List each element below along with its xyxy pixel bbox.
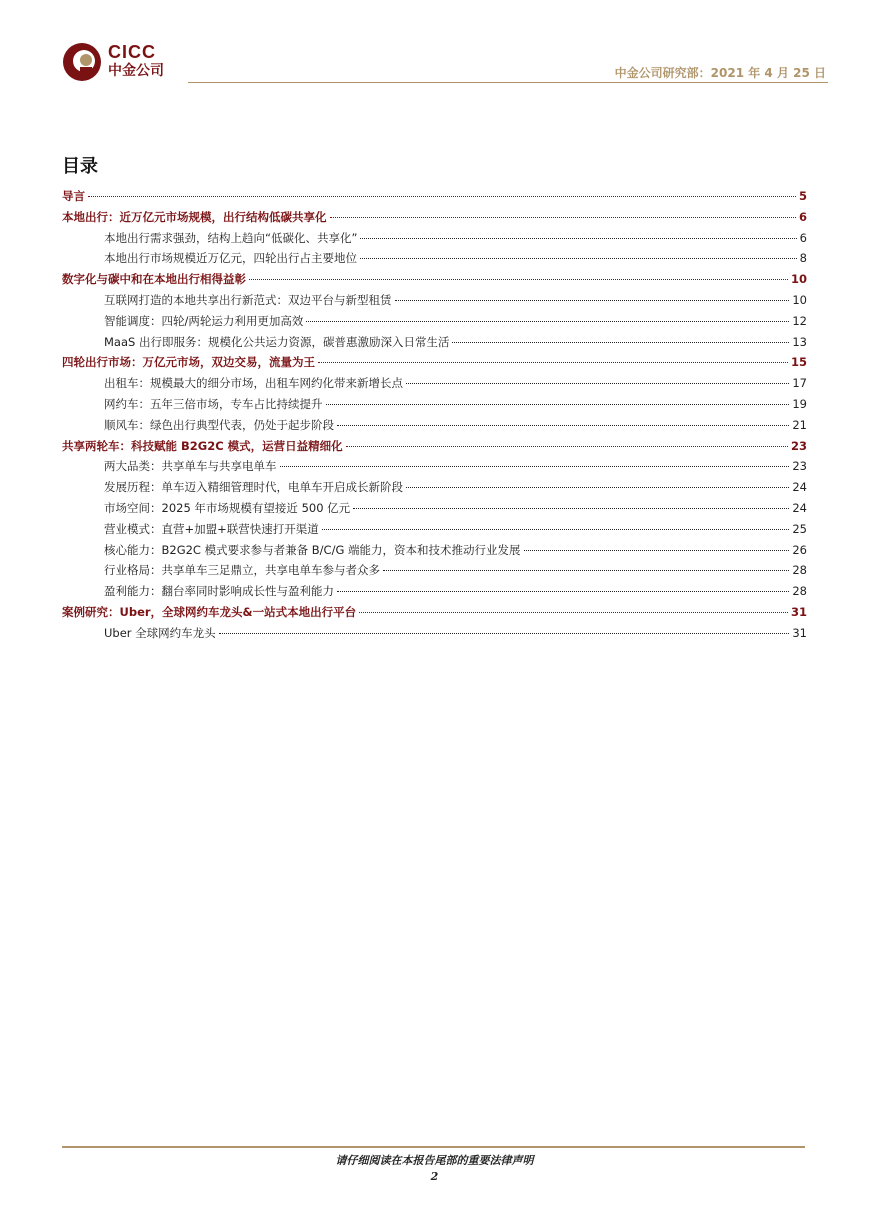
toc-subsection[interactable] xyxy=(62,415,807,436)
toc-entry-label: 盈利能力：翻台率同时影响成长性与盈利能力 xyxy=(104,584,334,599)
toc-subsection[interactable] xyxy=(62,228,807,249)
toc-entry-page: 8 xyxy=(799,251,807,266)
toc-entry-label: 数字化与碳中和在本地出行相得益彰 xyxy=(62,272,246,287)
toc-entry-page: 21 xyxy=(792,417,807,432)
toc-entry-label: 行业格局：共享单车三足鼎立，共享电单车参与者众多 xyxy=(104,563,380,578)
toc-entry-page: 28 xyxy=(792,563,807,578)
toc-dot-leader xyxy=(326,404,790,405)
toc-subsection[interactable] xyxy=(62,540,807,561)
toc-entry-label: MaaS 出行即服务：规模化公共运力资源，碳普惠激励深入日常生活 xyxy=(104,334,450,349)
header-date: 中金公司研究部：2021 年 4 月 25 日 xyxy=(614,66,826,80)
toc-subsection[interactable] xyxy=(62,290,807,311)
toc-entry-page: 26 xyxy=(792,542,807,557)
toc-entry-page: 24 xyxy=(792,480,807,495)
toc-entry-page: 13 xyxy=(792,334,807,349)
header-divider xyxy=(188,82,828,83)
toc-dot-leader xyxy=(346,446,788,447)
toc-entry-label: 发展历程：单车迈入精细管理时代，电单车开启成长新阶段 xyxy=(104,480,403,495)
toc-title: 目录 xyxy=(62,156,98,177)
toc-subsection[interactable] xyxy=(62,248,807,269)
toc-section[interactable] xyxy=(62,352,807,373)
toc-section[interactable] xyxy=(62,269,807,290)
toc-entry-label: 导言 xyxy=(62,189,85,203)
toc-subsection[interactable] xyxy=(62,560,807,581)
toc-entry-page: 28 xyxy=(792,584,807,599)
toc-section[interactable] xyxy=(62,207,807,228)
toc-entry-label: 顺风车：绿色出行典型代表，仍处于起步阶段 xyxy=(104,417,334,432)
toc-entry-label: 出租车：规模最大的细分市场，出租车网约化带来新增长点 xyxy=(104,376,403,391)
legal-notice: 请仔细阅读在本报告尾部的重要法律声明 xyxy=(335,1154,534,1167)
toc-entry-page: 10 xyxy=(790,272,807,287)
toc-dot-leader xyxy=(322,529,790,530)
toc-subsection[interactable] xyxy=(62,373,807,394)
toc-entry-label: 本地出行：近万亿元市场规模，出行结构低碳共享化 xyxy=(62,209,327,224)
toc-entry-label: 四轮出行市场：万亿元市场，双边交易，流量为王 xyxy=(62,355,315,370)
toc-dot-leader xyxy=(395,300,790,301)
toc-dot-leader xyxy=(249,279,788,280)
toc-entry-page: 25 xyxy=(792,521,807,536)
toc-dot-leader xyxy=(219,633,790,634)
toc-entry-page: 17 xyxy=(792,376,807,391)
toc-entry-label: 两大品类：共享单车与共享电单车 xyxy=(104,459,277,474)
toc-entry-label: 本地出行需求强劲，结构上趋向“低碳化、共享化” xyxy=(104,230,358,245)
toc-subsection[interactable] xyxy=(62,519,807,540)
toc-entry-label: 网约车：五年三倍市场，专车占比持续提升 xyxy=(104,396,323,411)
toc-entry-label: 共享两轮车：科技赋能 B2G2C 模式，运营日益精细化 xyxy=(62,438,343,453)
toc-dot-leader xyxy=(452,342,789,343)
toc-entry-label: 案例研究：Uber，全球网约车龙头&一站式本地出行平台 xyxy=(62,604,357,619)
toc-subsection[interactable] xyxy=(62,394,807,415)
toc-subsection[interactable] xyxy=(62,498,807,519)
toc-entry-page: 31 xyxy=(792,625,807,640)
toc-entry-page: 6 xyxy=(798,209,807,224)
toc-dot-leader xyxy=(280,466,790,467)
cicc-emblem-icon xyxy=(62,42,102,82)
toc-entry-label: 营业模式：直营+加盟+联营快速打开渠道 xyxy=(104,521,319,536)
toc-dot-leader xyxy=(360,238,796,239)
toc-entry-label: 本地出行市场规模近万亿元，四轮出行占主要地位 xyxy=(104,251,357,266)
toc-entry-page: 23 xyxy=(792,459,807,474)
toc-section[interactable] xyxy=(62,186,807,207)
toc-subsection[interactable] xyxy=(62,623,807,644)
toc-entry-label: 核心能力：B2G2C 模式要求参与者兼备 B/C/G 端能力，资本和技术推动行业发展 xyxy=(104,542,521,557)
toc-dot-leader xyxy=(88,196,796,197)
toc-entry-page: 5 xyxy=(798,189,807,203)
toc-dot-leader xyxy=(318,362,788,363)
toc-dot-leader xyxy=(337,591,789,592)
logo-text-cn: 中金公司 xyxy=(108,63,164,79)
toc-entry-page: 31 xyxy=(790,604,807,619)
toc-dot-leader xyxy=(359,612,788,613)
toc-dot-leader xyxy=(383,570,789,571)
toc-subsection[interactable] xyxy=(62,332,807,353)
toc-entry-label: 市场空间：2025 年市场规模有望接近 500 亿元 xyxy=(104,500,351,515)
toc-section[interactable] xyxy=(62,436,807,457)
table-of-contents xyxy=(62,186,807,644)
toc-entry-page: 12 xyxy=(792,313,807,328)
toc-entry-page: 19 xyxy=(792,396,807,411)
cicc-logo xyxy=(62,40,192,84)
toc-entry-label: 互联网打造的本地共享出行新范式：双边平台与新型租赁 xyxy=(104,292,392,307)
toc-dot-leader xyxy=(353,508,789,509)
toc-subsection[interactable] xyxy=(62,456,807,477)
toc-entry-page: 24 xyxy=(792,500,807,515)
page-number: 2 xyxy=(430,1170,439,1183)
toc-entry-page: 10 xyxy=(792,292,807,307)
toc-dot-leader xyxy=(406,383,789,384)
toc-section[interactable] xyxy=(62,602,807,623)
toc-entry-label: 智能调度：四轮/两轮运力利用更加高效 xyxy=(104,313,304,328)
toc-entry-page: 6 xyxy=(799,230,807,245)
toc-dot-leader xyxy=(360,258,797,259)
toc-subsection[interactable] xyxy=(62,477,807,498)
logo-text-en: CICC xyxy=(108,42,156,62)
toc-dot-leader xyxy=(406,487,789,488)
toc-subsection[interactable] xyxy=(62,581,807,602)
toc-dot-leader xyxy=(337,425,789,426)
toc-entry-label: Uber 全球网约车龙头 xyxy=(104,625,216,640)
toc-subsection[interactable] xyxy=(62,311,807,332)
toc-dot-leader xyxy=(524,550,790,551)
toc-entry-page: 15 xyxy=(790,355,807,370)
toc-dot-leader xyxy=(330,217,796,218)
toc-entry-page: 23 xyxy=(790,438,807,453)
page-header xyxy=(62,40,828,86)
footer-divider xyxy=(62,1146,805,1148)
toc-dot-leader xyxy=(306,321,789,322)
